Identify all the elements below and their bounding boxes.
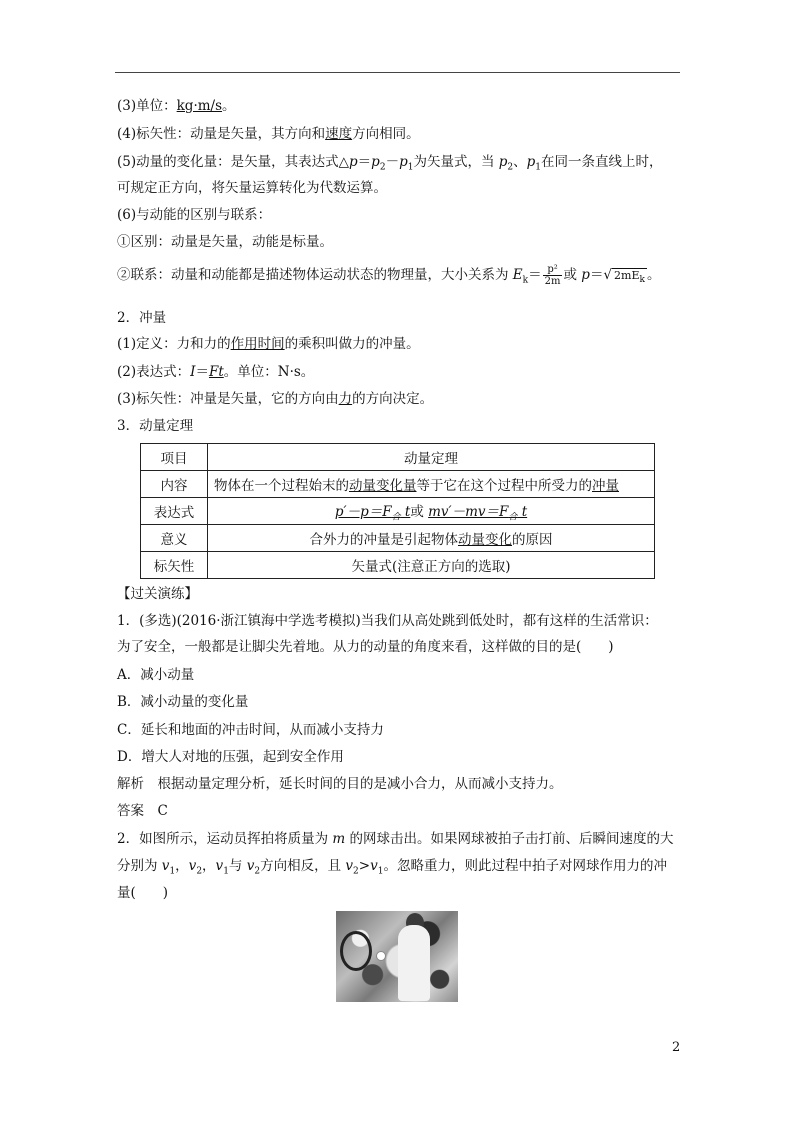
analysis-line: 解析 根据动量定理分析，延长时间的目的是减小合力，从而减小支持力。 bbox=[117, 776, 563, 792]
header-rule bbox=[115, 72, 680, 73]
table-row bbox=[141, 498, 655, 525]
relation-heading: (6)与动能的区别与联系： bbox=[117, 207, 272, 223]
theorem-heading: 3．动量定理 bbox=[117, 418, 194, 434]
racket-shape bbox=[340, 931, 372, 971]
table-row bbox=[141, 444, 655, 471]
impulse-heading: 2．冲量 bbox=[117, 310, 167, 326]
impulse-expression: (2)表达式：I＝Ft。单位：N·s。 bbox=[117, 364, 315, 380]
difference-line: ①区别：动量是矢量，动能是标量。 bbox=[117, 234, 333, 250]
option-b: B．减小动量的变化量 bbox=[117, 694, 249, 710]
table-header-theorem: 动量定理 bbox=[208, 444, 655, 471]
connection-line: ②联系：动量和动能都是描述物体运动状态的物理量，大小关系为 $E_k=$ $\frac{\text{p²}}{2m}$ 或 p＝√ $2mE_k$ 。 bbox=[117, 264, 661, 287]
content-cell: 物体在一个过程始末的动量变化量等于它在这个过程中所受力的冲量 bbox=[208, 471, 655, 498]
table-row bbox=[141, 525, 655, 552]
practice-heading: 【过关演练】 bbox=[117, 586, 198, 602]
vector-cell: 矢量式(注意正方向的选取) bbox=[208, 552, 655, 579]
page-number: 2 bbox=[672, 1040, 681, 1055]
question-2-line-1: 2．如图所示，运动员挥拍将质量为 m 的网球击出。如果网球被拍子击打前、后瞬间速度的大 bbox=[117, 831, 674, 847]
option-d: D．增大人对地的压强，起到安全作用 bbox=[117, 749, 344, 765]
meaning-cell: 合外力的冲量是引起物体动量变化的原因 bbox=[208, 525, 655, 552]
impulse-definition: (1)定义：力和力的作用时间的乘积叫做力的冲量。 bbox=[117, 336, 420, 352]
meaning-label: 意义 bbox=[141, 525, 208, 552]
table-header-item: 项目 bbox=[141, 444, 208, 471]
tennis-ball bbox=[376, 951, 386, 961]
vector-label: 标矢性 bbox=[141, 552, 208, 579]
ek-fraction: $\frac{\text{p²}}{2m}$ bbox=[544, 264, 561, 287]
question-2-line-3: 量( ) bbox=[117, 885, 169, 901]
question-1-line-1: 1．(多选)(2016·浙江镇海中学选考模拟)当我们从高处跳到低处时，都有这样的生活常识： bbox=[117, 613, 658, 629]
player-body bbox=[398, 925, 430, 1001]
question-2-line-2: 分别为 $v_1$，$v_2$，$v_1$与 $v_2$方向相反，且 $v_2>v_1$。忽略重力，则此过程中拍子对网球作用力的冲 bbox=[117, 858, 667, 877]
expression-label: 表达式 bbox=[141, 498, 208, 525]
impulse-vector-line: (3)标矢性：冲量是矢量，它的方向由力的方向决定。 bbox=[117, 391, 434, 407]
answer-line: 答案 C bbox=[117, 803, 168, 819]
tennis-player-photo bbox=[336, 911, 458, 1002]
table-row bbox=[141, 471, 655, 498]
direction-line: (4)标矢性：动量是矢量，其方向和速度方向相同。 bbox=[117, 126, 420, 142]
algebra-line: 可规定正方向，将矢量运算转化为代数运算。 bbox=[117, 180, 387, 196]
table-row bbox=[141, 552, 655, 579]
expression-cell: $p'-p=F_合$ t或 $mv'-mv=F_合$ t bbox=[208, 498, 655, 525]
unit-line: (3)单位：kg·m/s。 bbox=[117, 98, 236, 114]
momentum-change-line: (5)动量的变化量：是矢量，其表达式$\triangle p=p_2-p_1$为矢量式，当 $p_2$、$p_1$在同一条直线上时， bbox=[117, 154, 663, 173]
question-1-line-2: 为了安全，一般都是让脚尖先着地。从力的动量的角度来看，这样做的目的是( ) bbox=[117, 639, 614, 655]
option-a: A．减小动量 bbox=[117, 667, 195, 683]
content-label: 内容 bbox=[141, 471, 208, 498]
momentum-theorem-table bbox=[140, 443, 655, 579]
option-c: C．延长和地面的冲击时间，从而减小支持力 bbox=[117, 722, 384, 738]
